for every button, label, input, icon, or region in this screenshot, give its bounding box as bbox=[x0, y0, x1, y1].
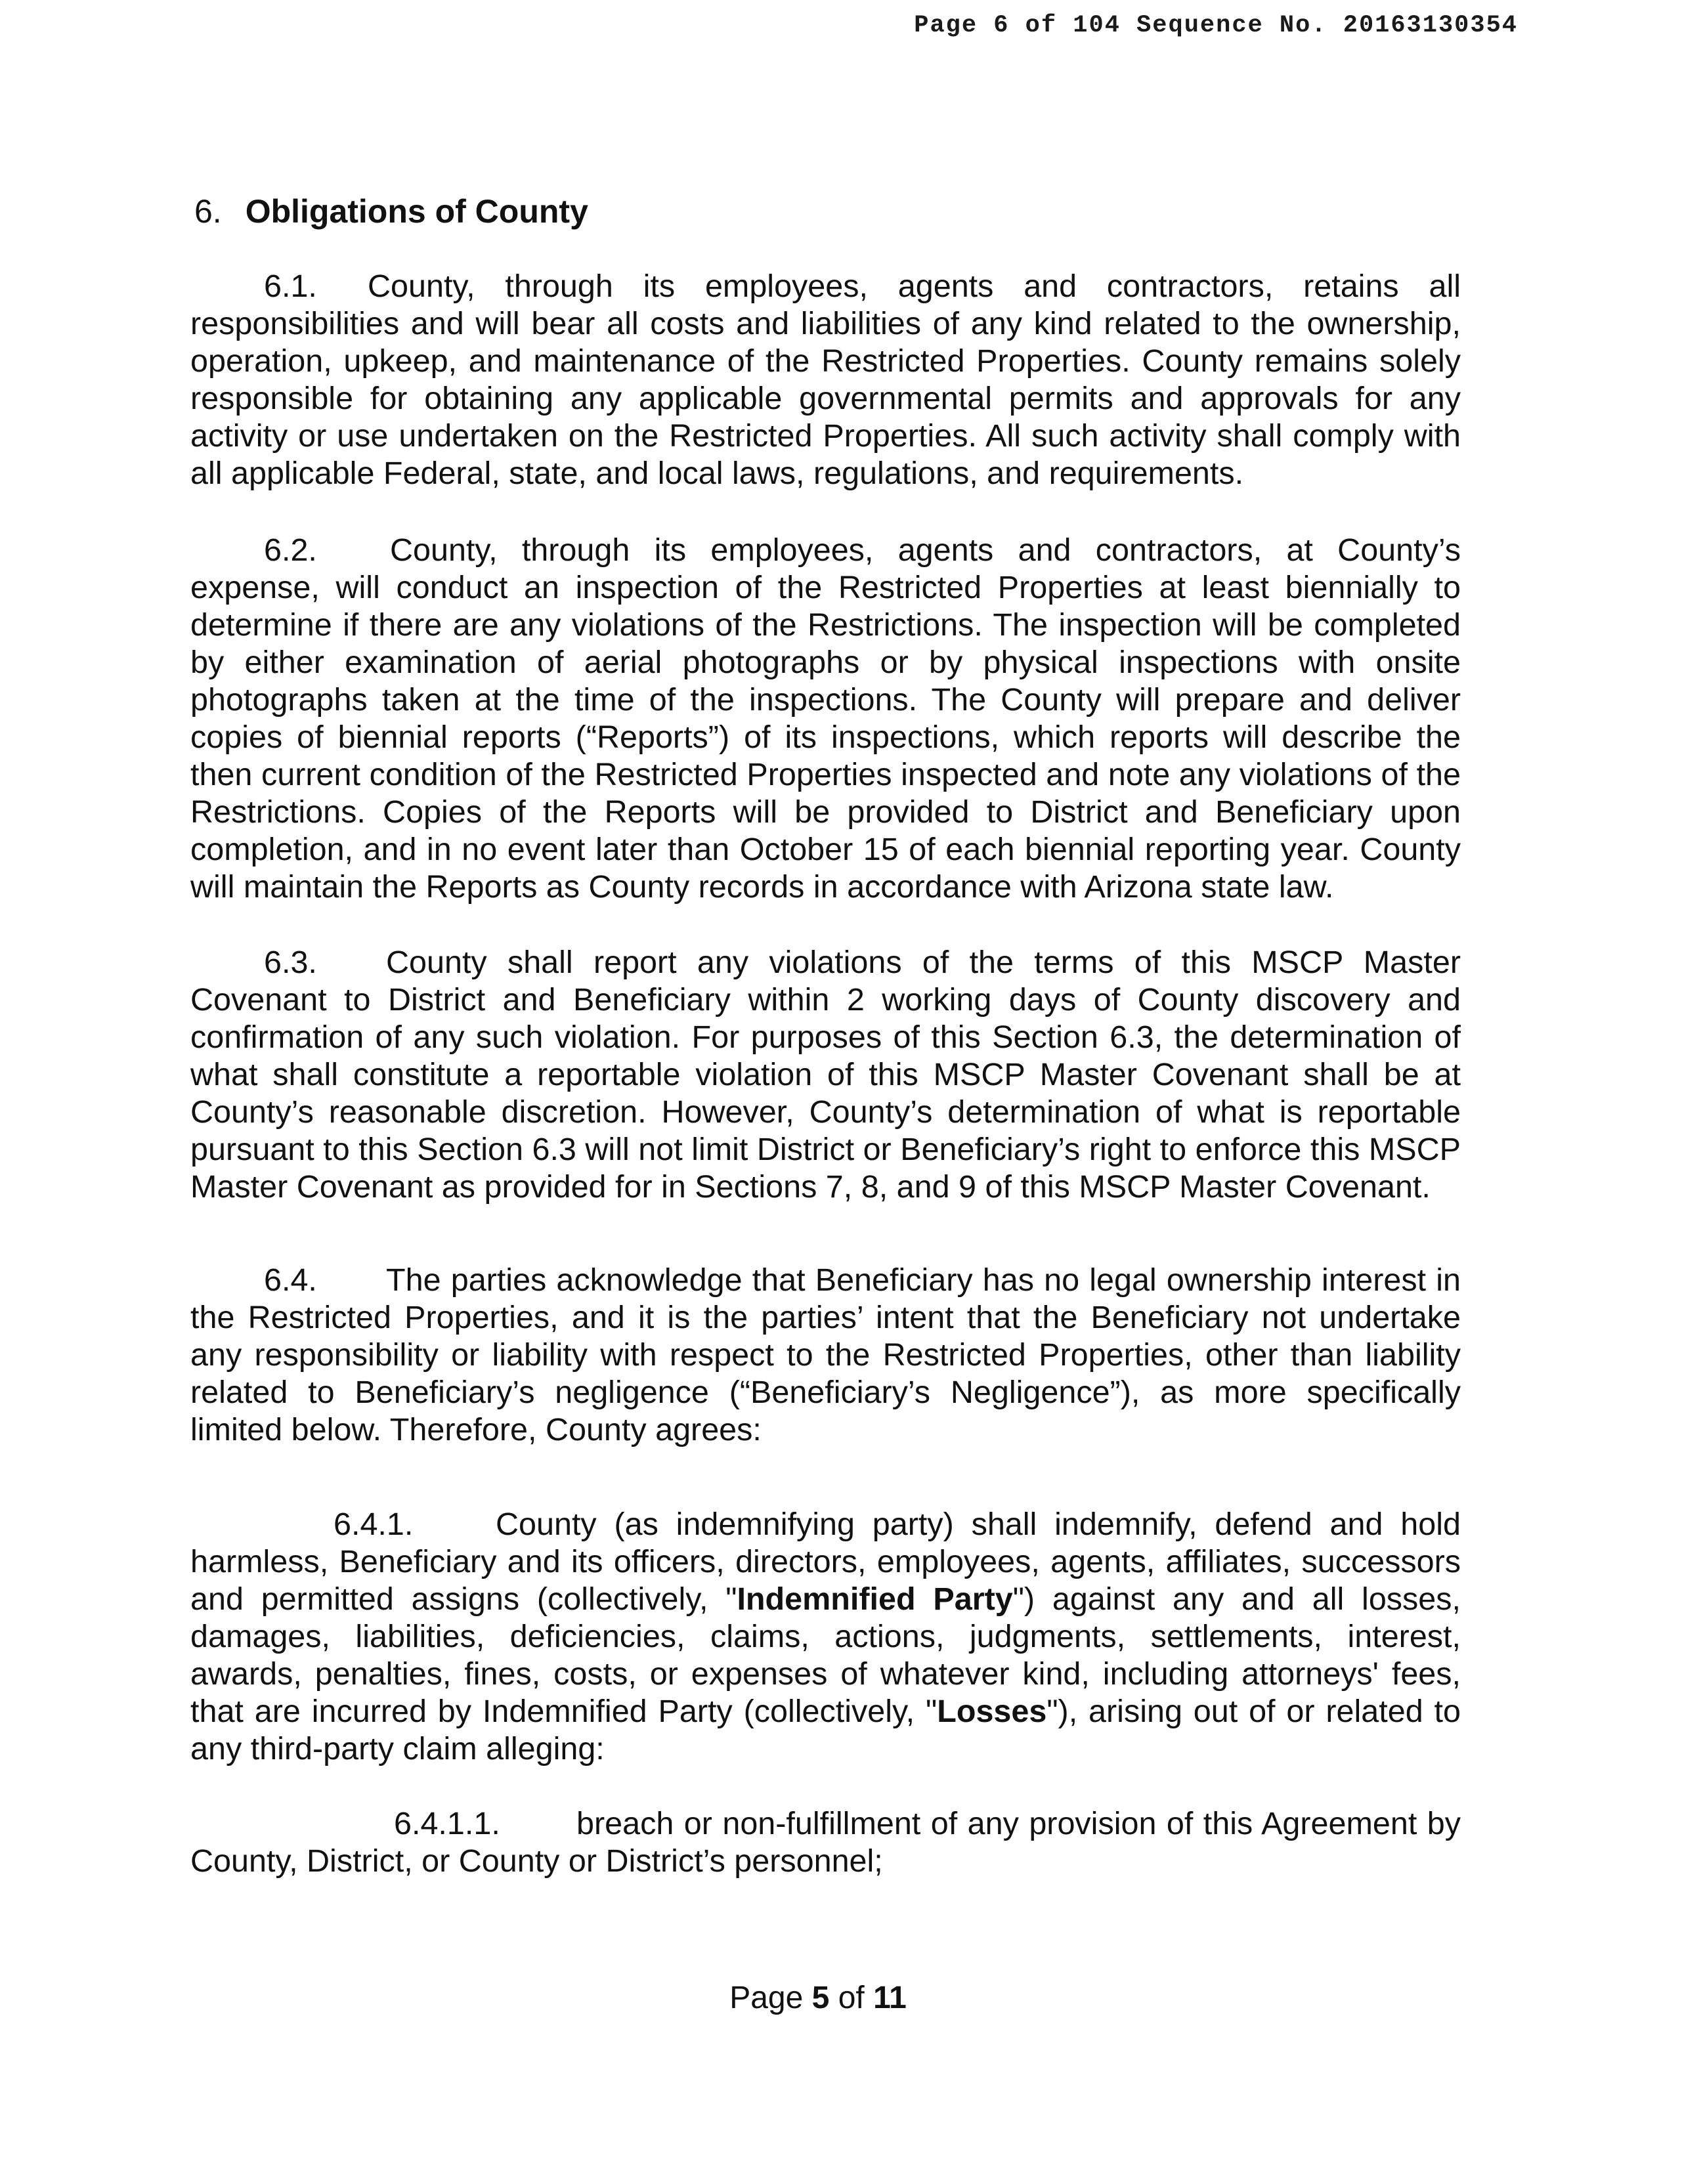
paragraph-6-1 bbox=[190, 268, 1461, 492]
footer-page-total: 11 bbox=[873, 1981, 907, 2015]
paragraph-text: County, through its employees, agents and contractors, retains all responsibilities and will bear all costs and liabilities of any kind related to the ownership, operation, upkeep, and maintenance of the Restricted Properties. County remains solely responsible for obtaining any applicable governmental permits and approvals for any activity or use undertaken on the Restricted Properties. All such activity shall comply with all applicable Federal, state, and local laws, regulations, and requirements. bbox=[190, 268, 1461, 491]
paragraph-6-4-1-1 bbox=[190, 1805, 1461, 1880]
paragraph-text: The parties acknowledge that Beneficiary has no legal ownership interest in the Restricted Properties, and it is the parties’ intent that the Beneficiary not undertake any responsibility or liability with respect to the Restricted Properties, other than liability related to Beneficiary’s negligence (“Beneficiary’s Negligence”), as more specifically limited below. Therefore, County agrees: bbox=[190, 1262, 1461, 1447]
paragraph-text: County shall report any violations of the terms of this MSCP Master Covenant to District and Beneficiary within 2 working days of County discovery and confirmation of any such violation. For purposes of this Section 6.3, the determination of what shall constitute a reportable violation of this MSCP Master Covenant shall be at County’s reasonable discretion. However, County’s determination of what is reportable pursuant to this Section 6.3 will not limit District or Beneficiary’s right to enforce this MSCP Master Covenant as provided for in Sections 7, 8, and 9 of this MSCP Master Covenant. bbox=[190, 945, 1461, 1205]
section-number: 6. bbox=[194, 193, 222, 230]
paragraph-text: County, through its employees, agents and contractors, at County’s expense, will conduct an inspection of the Restricted Properties at least biennially to determine if there are any violations of the Restrictions. The inspection will be completed by either examination of aerial photographs or by physical inspections with onsite photographs taken at the time of the inspections. The County will prepare and deliver copies of biennial reports (“Reports”) of its inspections, which reports will describe the then current condition of the Restricted Properties inspected and note any violations of the Restrictions. Copies of the Reports will be provided to District and Beneficiary upon completion, and in no event later than October 15 of each biennial reporting year. County will maintain the Reports as County records in accordance with Arizona state law. bbox=[190, 532, 1461, 905]
paragraph-number: 6.4.1. bbox=[334, 1507, 414, 1542]
footer-page-label: Page bbox=[729, 1981, 804, 2015]
paragraph-text: breach or non-fulfillment of any provision of this Agreement by County, District, or County or District’s personnel; bbox=[190, 1806, 1461, 1879]
paragraph-6-3 bbox=[190, 944, 1461, 1206]
paragraph-number: 6.2. bbox=[264, 532, 317, 568]
defined-term-indemnified-party: Indemnified Party bbox=[737, 1581, 1013, 1617]
section-heading bbox=[194, 190, 588, 232]
page-footer bbox=[0, 1980, 1636, 2016]
paragraph-6-4-1 bbox=[190, 1506, 1461, 1768]
paragraph-6-4 bbox=[190, 1262, 1461, 1449]
paragraph-text: "), arising out of or related to any third-party claim alleging: bbox=[190, 1694, 1461, 1766]
paragraph-number: 6.3. bbox=[264, 945, 317, 980]
paragraph-number: 6.1. bbox=[264, 268, 317, 304]
paragraph-text: ") against any and all losses, damages, liabilities, deficiencies, claims, actions, judgments, settlements, interest, awards, penalties, fines, costs, or expenses of whatever kind, including attorneys' fees, that are incurred by Indemnified Party (collectively, " bbox=[190, 1581, 1461, 1729]
section-title: Obligations of County bbox=[245, 193, 588, 230]
paragraph-text: County (as indemnifying party) shall indemnify, defend and hold harmless, Beneficiary and its officers, directors, employees, agents, affiliates, successors and permitted assigns (collectively, " bbox=[190, 1507, 1461, 1617]
footer-of-label: of bbox=[838, 1981, 865, 2015]
defined-term-losses: Losses bbox=[937, 1694, 1047, 1729]
footer-page-number: 5 bbox=[811, 1981, 830, 2015]
paragraph-number: 6.4. bbox=[264, 1262, 317, 1298]
paragraph-6-2 bbox=[190, 532, 1461, 906]
recording-stamp: Page 6 of 104 Sequence No. 20163130354 bbox=[914, 12, 1518, 39]
paragraph-number: 6.4.1.1. bbox=[394, 1806, 500, 1841]
